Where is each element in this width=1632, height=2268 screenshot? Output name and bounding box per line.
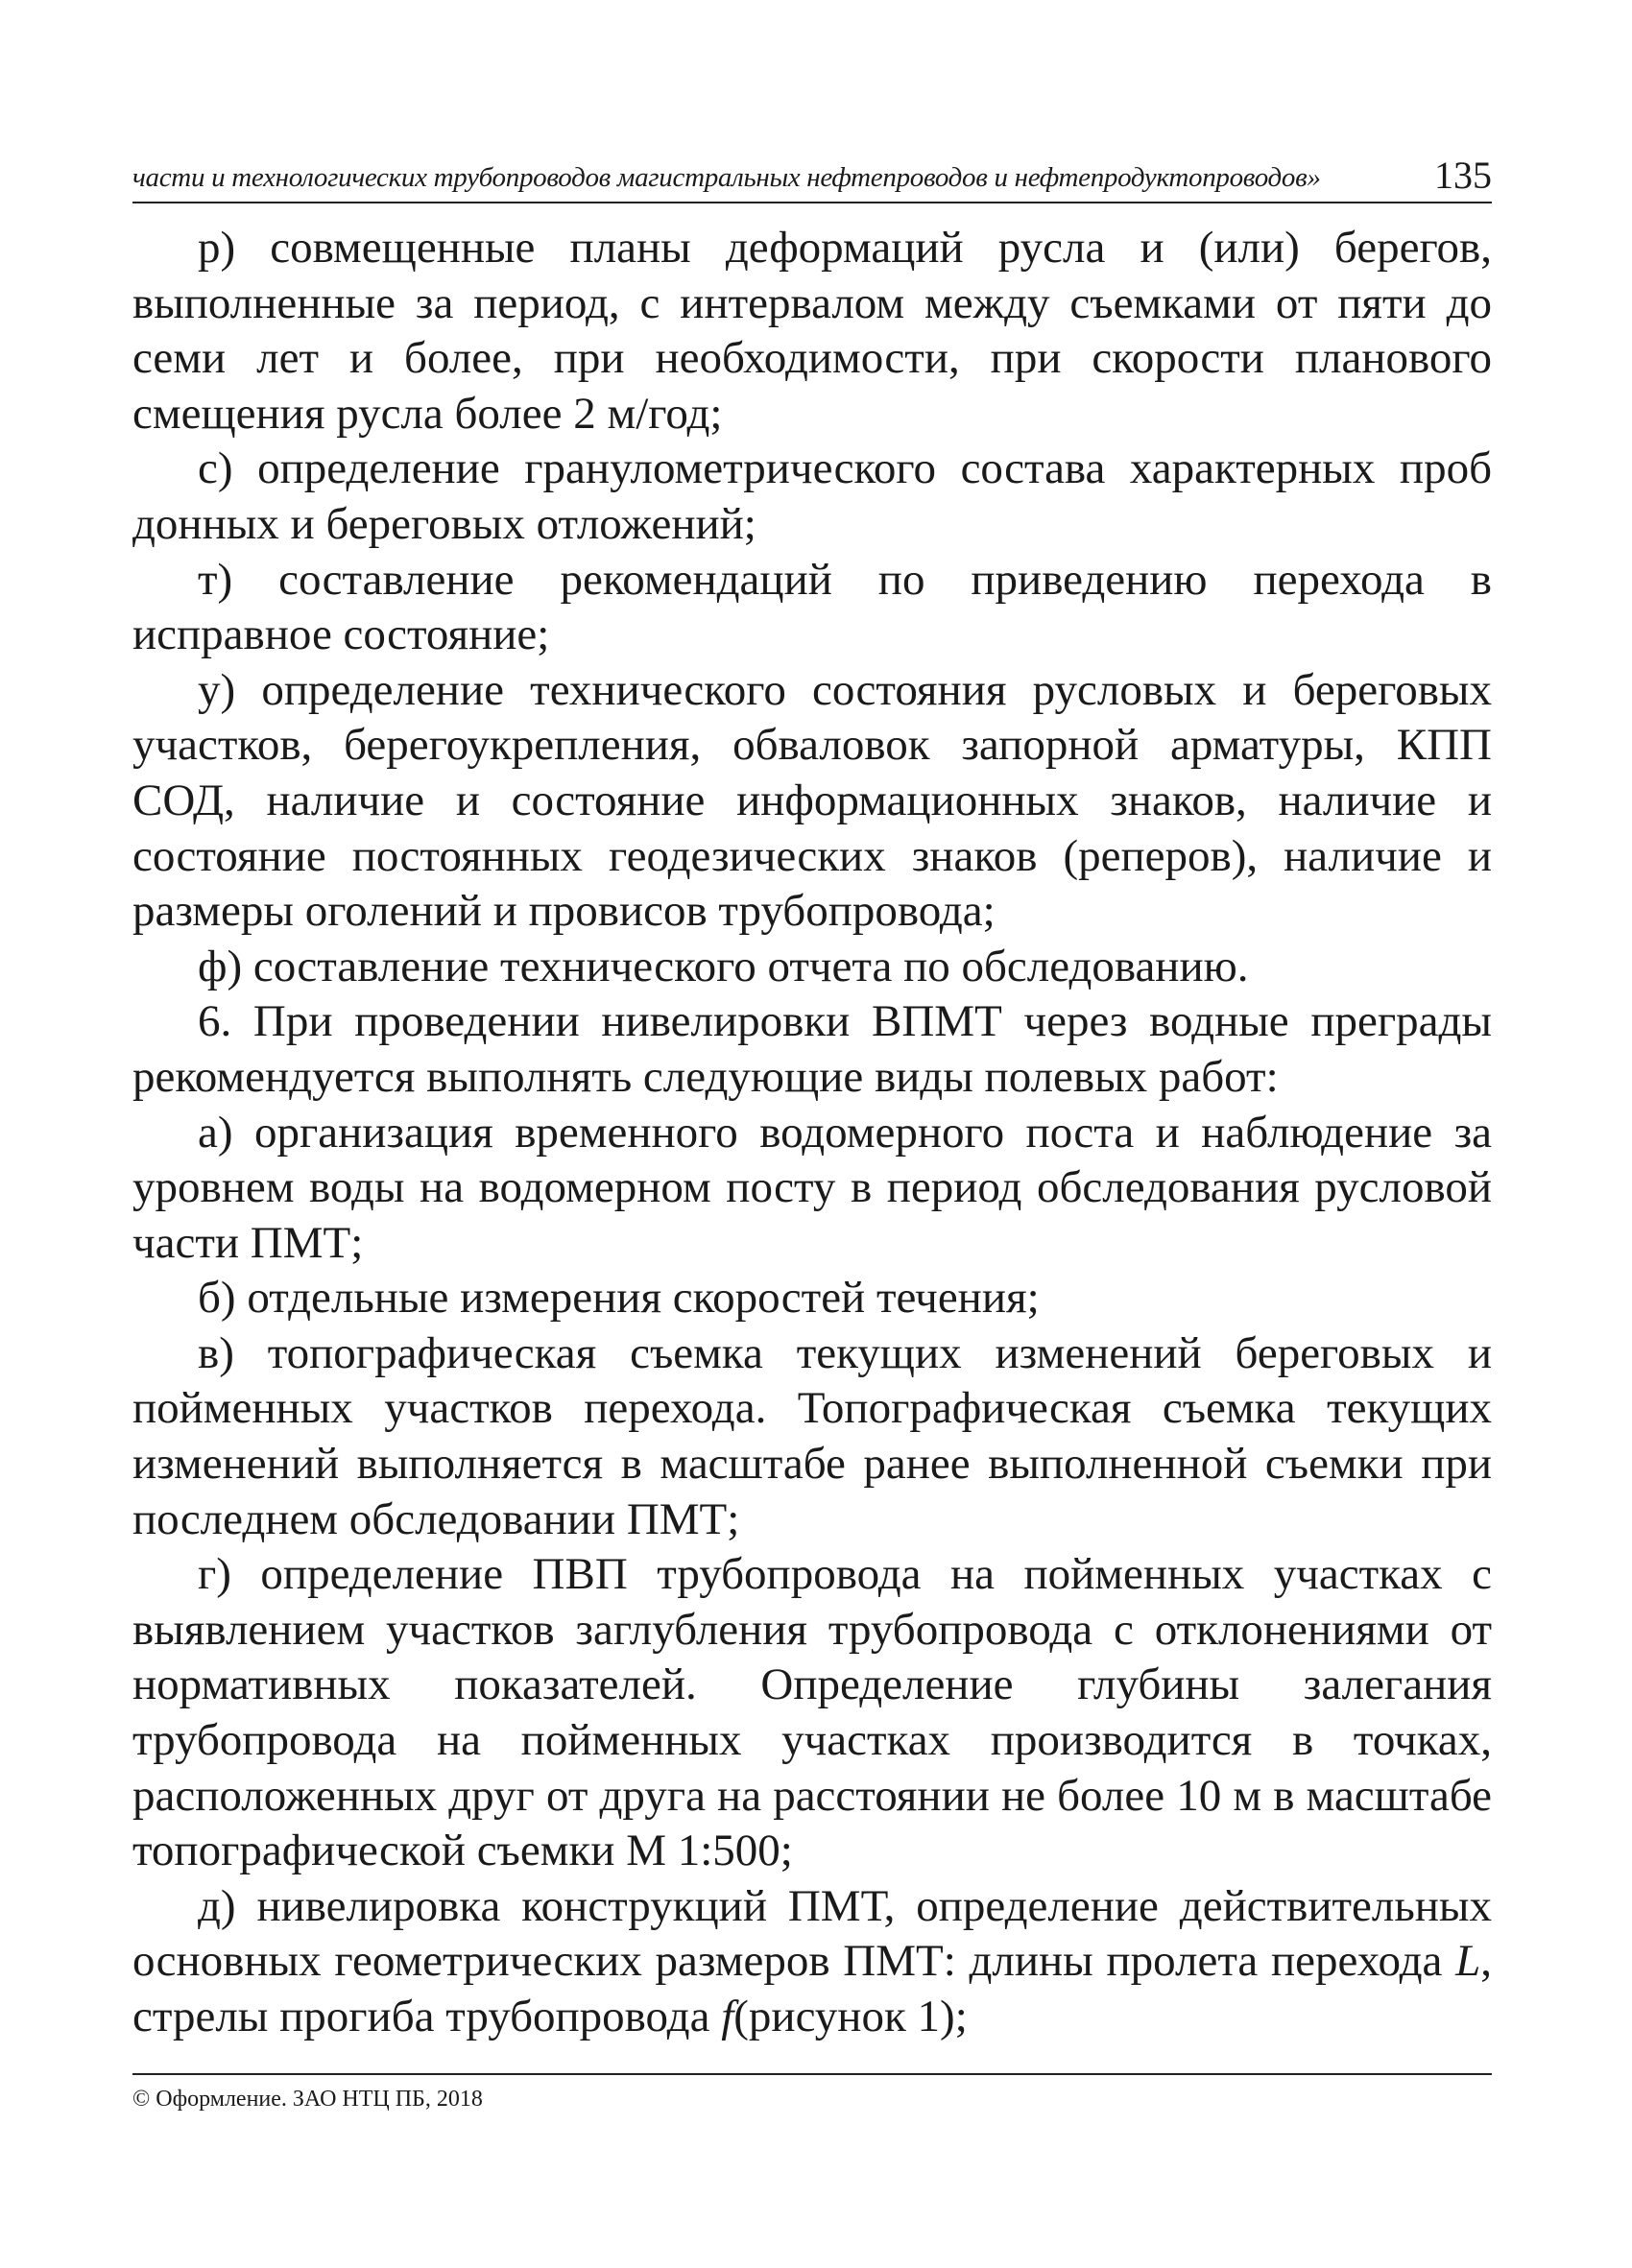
page-footer — [132, 2073, 1492, 2113]
paragraph-item-g: г) определение ПВП трубопровода на пойменных участках с выявлением участков заглубления трубопровода с отклонениями от нормативных показателей. Определение глубины залегания трубопровода на пойменных участках производится в точках, расположенных друг от друга на расстоянии не более 10 м в масштабе топографической съемки М 1:500; — [132, 1549, 1492, 1876]
paragraph-clause-6: 6. При проведении нивелировки ВПМТ через водные преграды рекомендуется выполнять следующие виды полевых работ: — [132, 996, 1492, 1102]
page-number: 135 — [1434, 154, 1492, 197]
paragraph-item-t: т) составление рекомендаций по приведению перехода в исправное состояние; — [132, 554, 1492, 660]
running-title: части и технологических трубопроводов магистральных нефтепроводов и нефтепродуктопроводов» — [132, 162, 1321, 193]
deflection-symbol: f — [721, 1992, 734, 2041]
paragraph-item-u: у) определение технического состояния русловых и береговых участков, берегоукрепления, обваловок запорной арматуры, КПП СОД, наличие и состояние информационных знаков, наличие и состояние постоянных геодезических знаков (реперов), наличие и размеры оголений и провисов трубопровода; — [132, 664, 1492, 937]
paragraph-item-r: р) совмещенные планы деформаций русла и (или) берегов, выполненные за период, с интервалом между съемками от пяти до семи лет и более, при необходимости, при скорости планового смещения русла более 2 м/год; — [132, 223, 1492, 439]
body-text — [132, 221, 1492, 2045]
paragraph-item-d-text-3: (рисунок 1); — [733, 1992, 968, 2041]
paragraph-item-d-text-1: д) нивелировка конструкций ПМТ, определение действительных основных геометрических размеров ПМТ: длины пролета перехода — [132, 1880, 1492, 1987]
copyright-notice: © Оформление. ЗАО НТЦ ПБ, 2018 — [132, 2087, 483, 2112]
paragraph-item-f: ф) составление технического отчета по обследованию. — [198, 941, 1249, 991]
paragraph-item-d-text-2: , стрелы прогиба трубопровода — [132, 1936, 1492, 2041]
paragraph-item-a: а) организация временного водомерного поста и наблюдение за уровнем воды на водомерном посту в период обследования русловой части ПМТ; — [132, 1107, 1492, 1268]
paragraph-item-v: в) топографическая съемка текущих изменений береговых и пойменных участков перехода. Топографическая съемка текущих изменений выполняется в масштабе ранее выполненной съемки при последнем обследовании ПМТ; — [132, 1327, 1492, 1544]
paragraph-item-d — [132, 1879, 1492, 2045]
running-header — [132, 144, 1492, 203]
paragraph-item-s: с) определение гранулометрического состава характерных проб донных и береговых отложений; — [132, 443, 1492, 549]
paragraph-item-b: б) отдельные измерения скоростей течения; — [198, 1273, 1040, 1324]
span-length-symbol: L — [1455, 1936, 1481, 1987]
